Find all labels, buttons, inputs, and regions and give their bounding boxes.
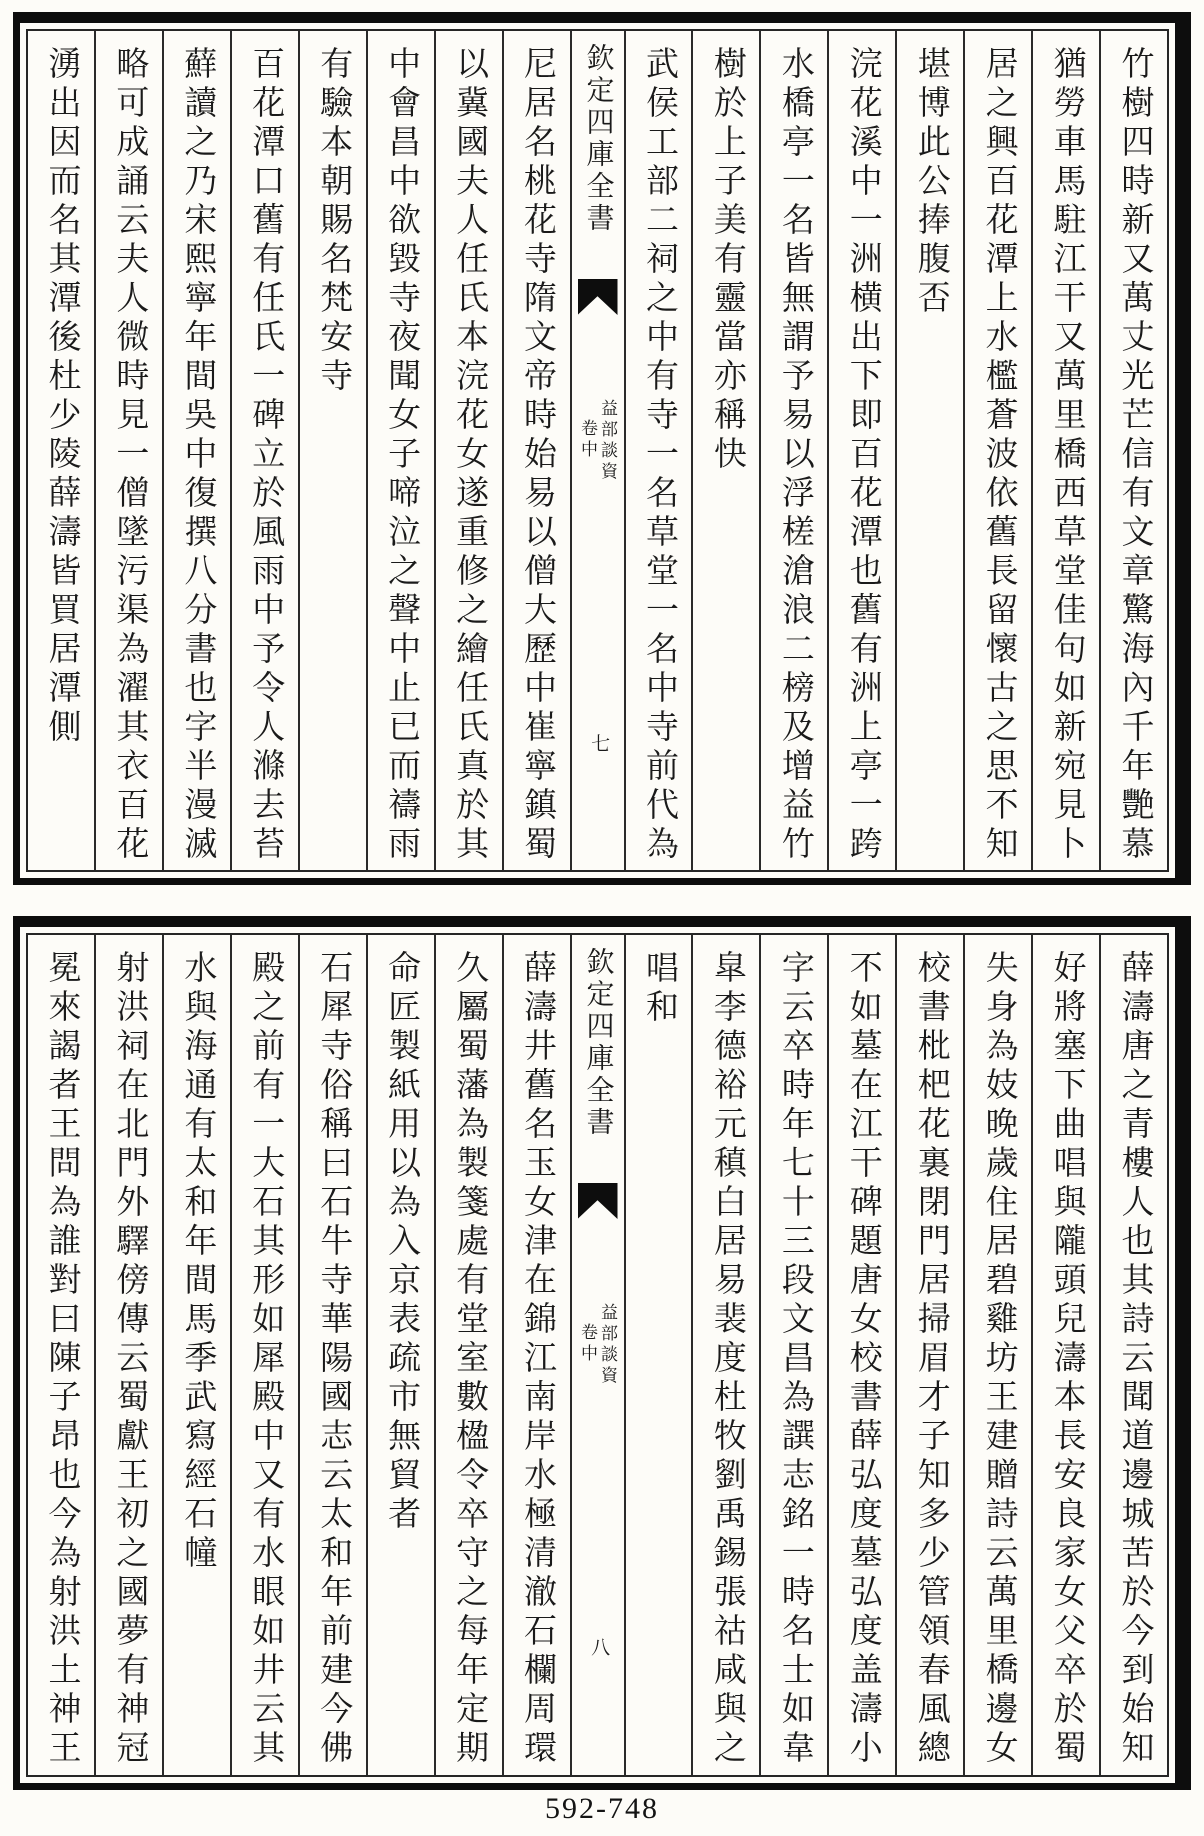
text-column (1099, 31, 1167, 870)
column-text: 校書枇杷花裏閉門居掃眉才子知多少管領春風總 (912, 950, 949, 1769)
text-column (691, 935, 759, 1775)
column-text: 樹於上子美有靈當亦稱快 (708, 46, 745, 475)
text-column (895, 31, 963, 870)
column-text: 竹樹四時新又萬丈光芒信有文章驚海內千年艷慕 (1116, 46, 1153, 865)
page-number: 592-748 (545, 1792, 659, 1825)
text-column (502, 31, 570, 870)
column-text: 水與海通有太和年間馬季武寫經石幢 (179, 950, 216, 1574)
banxin-column (570, 935, 624, 1775)
text-column (28, 935, 94, 1775)
column-text: 命匠製紙用以為入京表疏市無貿者 (383, 950, 420, 1535)
column-text: 尼居名桃花寺隋文帝時始易以僧大歷中崔寧鎮蜀 (519, 46, 556, 865)
column-text: 有驗本朝賜名梵安寺 (315, 46, 352, 397)
text-column (94, 31, 162, 870)
column-text: 水橋亭一名皆無謂予易以浮槎滄浪二榜及增益竹 (776, 46, 813, 865)
text-column (502, 935, 570, 1775)
column-text: 武侯工部二祠之中有寺一名草堂一名中寺前代為 (640, 46, 677, 865)
text-column (94, 935, 162, 1775)
column-text: 失身為妓晚歲住居碧雞坊王建贈詩云萬里橋邊女 (980, 950, 1017, 1769)
text-column (162, 31, 230, 870)
banxin-book-block (579, 1303, 616, 1387)
text-column (434, 935, 502, 1775)
column-text: 湧出因而名其潭後杜少陵薛濤皆買居潭側 (43, 46, 80, 748)
folio-number: 八 (591, 1638, 611, 1659)
column-text: 浣花溪中一洲横出下即百花潭也舊有洲上亭一跨 (844, 46, 881, 865)
text-column (298, 31, 366, 870)
text-frame (26, 933, 1169, 1777)
text-column (162, 935, 230, 1775)
column-text: 字云卒時年七十三段文昌為譔志銘一時名士如韋 (776, 950, 813, 1769)
column-text: 殿之前有一大石其形如犀殿中又有水眼如井云其 (247, 950, 284, 1769)
column-text: 猶勞車馬駐江干又萬里橋西草堂佳句如新宛見卜 (1048, 46, 1085, 865)
text-column (1031, 935, 1099, 1775)
text-column (1031, 31, 1099, 870)
fishtail-icon (578, 1183, 618, 1219)
column-text: 石犀寺俗稱曰石牛寺華陽國志云太和年前建今佛 (315, 950, 352, 1769)
column-text: 唱和 (640, 950, 677, 1028)
text-column (963, 31, 1031, 870)
text-column (230, 31, 298, 870)
text-column (895, 935, 963, 1775)
text-column (366, 935, 434, 1775)
folio-number: 七 (591, 734, 611, 755)
column-row (28, 935, 1167, 1775)
column-row (28, 31, 1167, 870)
column-text: 略可成誦云夫人微時見一僧墜污渠為濯其衣百花 (111, 46, 148, 865)
text-column (963, 935, 1031, 1775)
column-text: 冕來謁者王問為誰對曰陳子昂也今為射洪土神王 (43, 950, 80, 1769)
text-column (827, 31, 895, 870)
column-text: 蘚讀之乃宋熙寧年間吳中復撰八分書也字半漫滅 (179, 46, 216, 865)
column-text: 久屬蜀藩為製箋處有堂室數楹令卒守之每年定期 (451, 950, 488, 1769)
column-text: 百花潭口舊有任氏一碑立於風雨中予令人滌去苔 (247, 46, 284, 865)
text-block (13, 916, 1191, 1790)
text-column (759, 935, 827, 1775)
column-text: 中會昌中欲毀寺夜聞女子啼泣之聲中止已而禱雨 (383, 46, 420, 865)
text-column (691, 31, 759, 870)
banxin-column (570, 31, 624, 870)
fishtail-icon (578, 279, 618, 315)
column-text: 堪博此公捧腹否 (912, 46, 949, 319)
column-text: 不如墓在江干碑題唐女校書薛弘度墓弘度盖濤小 (844, 950, 881, 1769)
text-column (298, 935, 366, 1775)
text-column (1099, 935, 1167, 1775)
juan-label: 卷中 (578, 1323, 597, 1365)
text-column (759, 31, 827, 870)
column-text: 皐李德裕元稹白居易裴度杜牧劉禹錫張祜咸與之 (708, 950, 745, 1769)
text-block (13, 12, 1191, 885)
text-frame (26, 29, 1169, 872)
text-column (28, 31, 94, 870)
banxin-book-block (579, 399, 616, 483)
juan-label: 卷中 (578, 419, 597, 461)
text-column (366, 31, 434, 870)
column-text: 薛濤井舊名玉女津在錦江南岸水極清澈石欄周環 (519, 950, 556, 1769)
column-text: 薛濤唐之青樓人也其詩云聞道邊城苦於今到始知 (1116, 950, 1153, 1769)
series-title: 欽定四庫全書 (582, 947, 614, 1139)
text-column (624, 31, 692, 870)
text-column (434, 31, 502, 870)
book-title: 益部談資 (598, 1303, 617, 1387)
column-text: 好將塞下曲唱與隴頭兒濤本長安良家女父卒於蜀 (1048, 950, 1085, 1769)
series-title: 欽定四庫全書 (582, 43, 614, 235)
text-column (230, 935, 298, 1775)
text-column (827, 935, 895, 1775)
column-text: 射洪祠在北門外驛傍傳云蜀獻王初之國夢有神冠 (111, 950, 148, 1769)
column-text: 以冀國夫人任氏本浣花女遂重修之繪任氏真於其 (451, 46, 488, 865)
book-title: 益部談資 (598, 399, 617, 483)
column-text: 居之興百花潭上水檻蒼波依舊長留懷古之思不知 (980, 46, 1017, 865)
text-column (624, 935, 692, 1775)
